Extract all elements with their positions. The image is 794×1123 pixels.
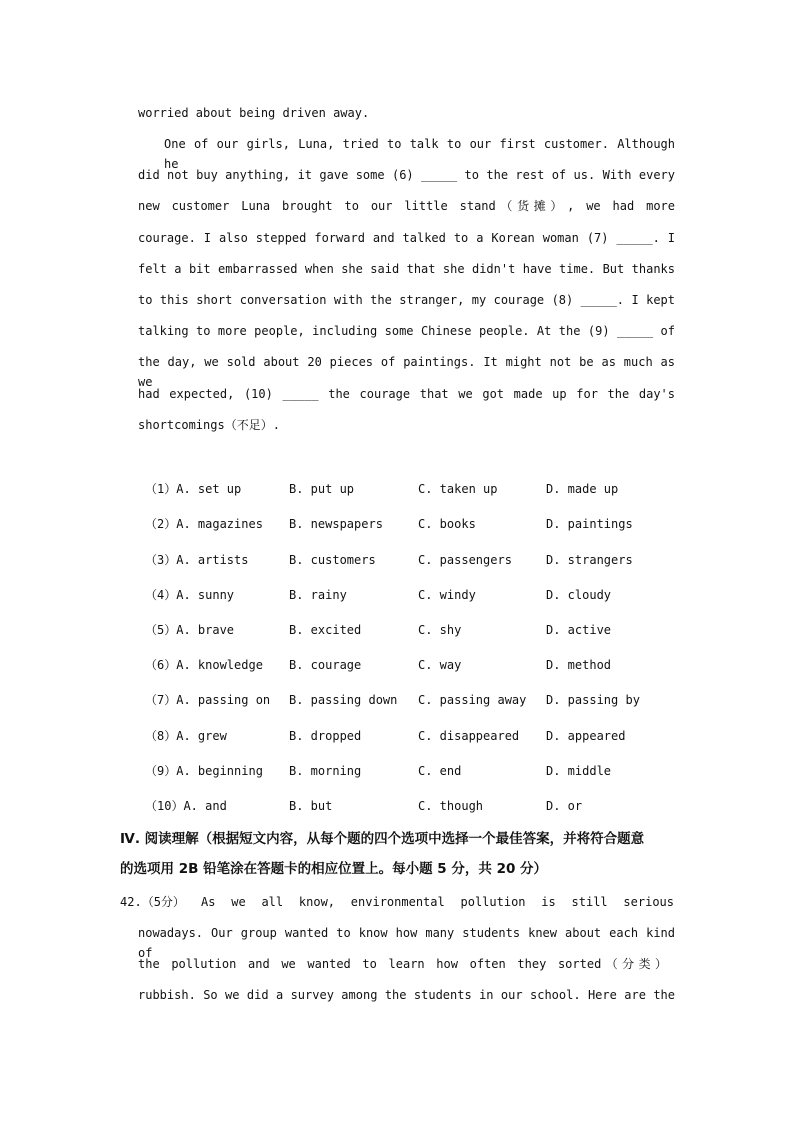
option-c: C. taken up (418, 482, 498, 496)
question-42-line-3: the pollution and we wanted to learn how often they sorted（分类） (138, 957, 667, 971)
option-b: B. rainy (289, 588, 347, 602)
option-a: A. set up (176, 482, 242, 496)
option-c: C. end (418, 764, 462, 778)
option-a: A. knowledge (176, 658, 263, 672)
option-a: A. sunny (176, 588, 235, 602)
option-number: （3） (145, 553, 177, 567)
question-42-line-1: As we all know, environmental pollution is still serious (201, 895, 674, 909)
option-c: C. books (418, 517, 476, 531)
option-row (145, 761, 665, 781)
option-b: B. customers (289, 553, 376, 567)
option-d: D. appeared (546, 729, 626, 743)
option-a: A. and (183, 799, 227, 813)
question-42-line-4: rubbish. So we did a survey among the students in our school. Here are the (138, 988, 675, 1002)
passage-line-5: courage. I also stepped forward and talked to a Korean woman (7) _____. I (138, 231, 675, 245)
question-number: 42. (120, 895, 142, 909)
option-d: D. active (546, 623, 612, 637)
passage-line-1: worried about being driven away. (138, 106, 370, 120)
passage-line-11: shortcomings（不足）. (138, 418, 280, 432)
section-heading-line-2: 的选项用 2B 铅笔涂在答题卡的相应位置上。每小题 5 分，共 20 分） (120, 861, 548, 877)
option-d: D. method (546, 658, 612, 672)
option-row (145, 655, 665, 675)
section-heading-line-1: Ⅳ. 阅读理解（根据短文内容，从每个题的四个选项中选择一个最佳答案，并将符合题意 (120, 831, 645, 847)
option-a: A. artists (176, 553, 249, 567)
option-d: D. or (546, 799, 583, 813)
option-d: D. cloudy (546, 588, 612, 602)
option-b: B. but (289, 799, 333, 813)
option-a: A. grew (176, 729, 227, 743)
option-number: （8） (145, 729, 177, 743)
option-d: D. middle (546, 764, 612, 778)
option-c: C. way (418, 658, 462, 672)
option-number: （7） (145, 693, 177, 707)
option-b: B. courage (289, 658, 362, 672)
option-b: B. put up (289, 482, 355, 496)
option-d: D. strangers (546, 553, 633, 567)
option-number: （2） (145, 517, 177, 531)
option-b: B. newspapers (289, 517, 383, 531)
passage-line-10: had expected, (10) _____ the courage that we got made up for the day's (138, 387, 675, 401)
passage-line-3: did not buy anything, it gave some (6) _____ to the rest of us. With every (138, 168, 675, 182)
option-a: A. beginning (176, 764, 263, 778)
passage-line-7: to this short conversation with the stranger, my courage (8) _____. I kept (138, 293, 675, 307)
option-b: B. passing down (289, 693, 398, 707)
option-row (145, 585, 665, 605)
option-row (145, 620, 665, 640)
option-number: （5） (145, 623, 177, 637)
passage-line-4: new customer Luna brought to our little stand（货摊）, we had more (138, 199, 675, 213)
option-c: C. passengers (418, 553, 512, 567)
option-b: B. dropped (289, 729, 362, 743)
option-row (145, 514, 665, 534)
option-d: D. made up (546, 482, 619, 496)
option-row (145, 479, 665, 499)
option-number: （9） (145, 764, 177, 778)
option-row (145, 726, 665, 746)
passage-line-8: talking to more people, including some Chinese people. At the (9) _____ of (138, 324, 675, 338)
option-c: C. passing away (418, 693, 527, 707)
option-number: （4） (145, 588, 177, 602)
option-a: A. brave (176, 623, 235, 637)
option-c: C. windy (418, 588, 476, 602)
option-a: A. passing on (176, 693, 271, 707)
option-d: D. passing by (546, 693, 640, 707)
option-number: （1） (145, 482, 177, 496)
question-42-line-2: nowadays. Our group wanted to know how many students knew about each kind of (138, 926, 675, 960)
option-c: C. shy (418, 623, 462, 637)
option-row (145, 690, 665, 710)
option-number: （6） (145, 658, 177, 672)
question-points: （5分） (141, 895, 185, 909)
passage-line-6: felt a bit embarrassed when she said that she didn't have time. But thanks (138, 262, 675, 276)
passage-line-2: One of our girls, Luna, tried to talk to our first customer. Although he (164, 137, 675, 171)
option-number: （10） (145, 799, 184, 813)
option-a: A. magazines (176, 517, 263, 531)
option-c: C. disappeared (418, 729, 520, 743)
passage-line-9: the day, we sold about 20 pieces of paintings. It might not be as much as we (138, 355, 675, 389)
option-row (145, 550, 665, 570)
option-b: B. excited (289, 623, 362, 637)
question-42-header (120, 892, 185, 912)
option-b: B. morning (289, 764, 362, 778)
option-c: C. though (418, 799, 484, 813)
option-d: D. paintings (546, 517, 633, 531)
option-row (145, 796, 665, 816)
